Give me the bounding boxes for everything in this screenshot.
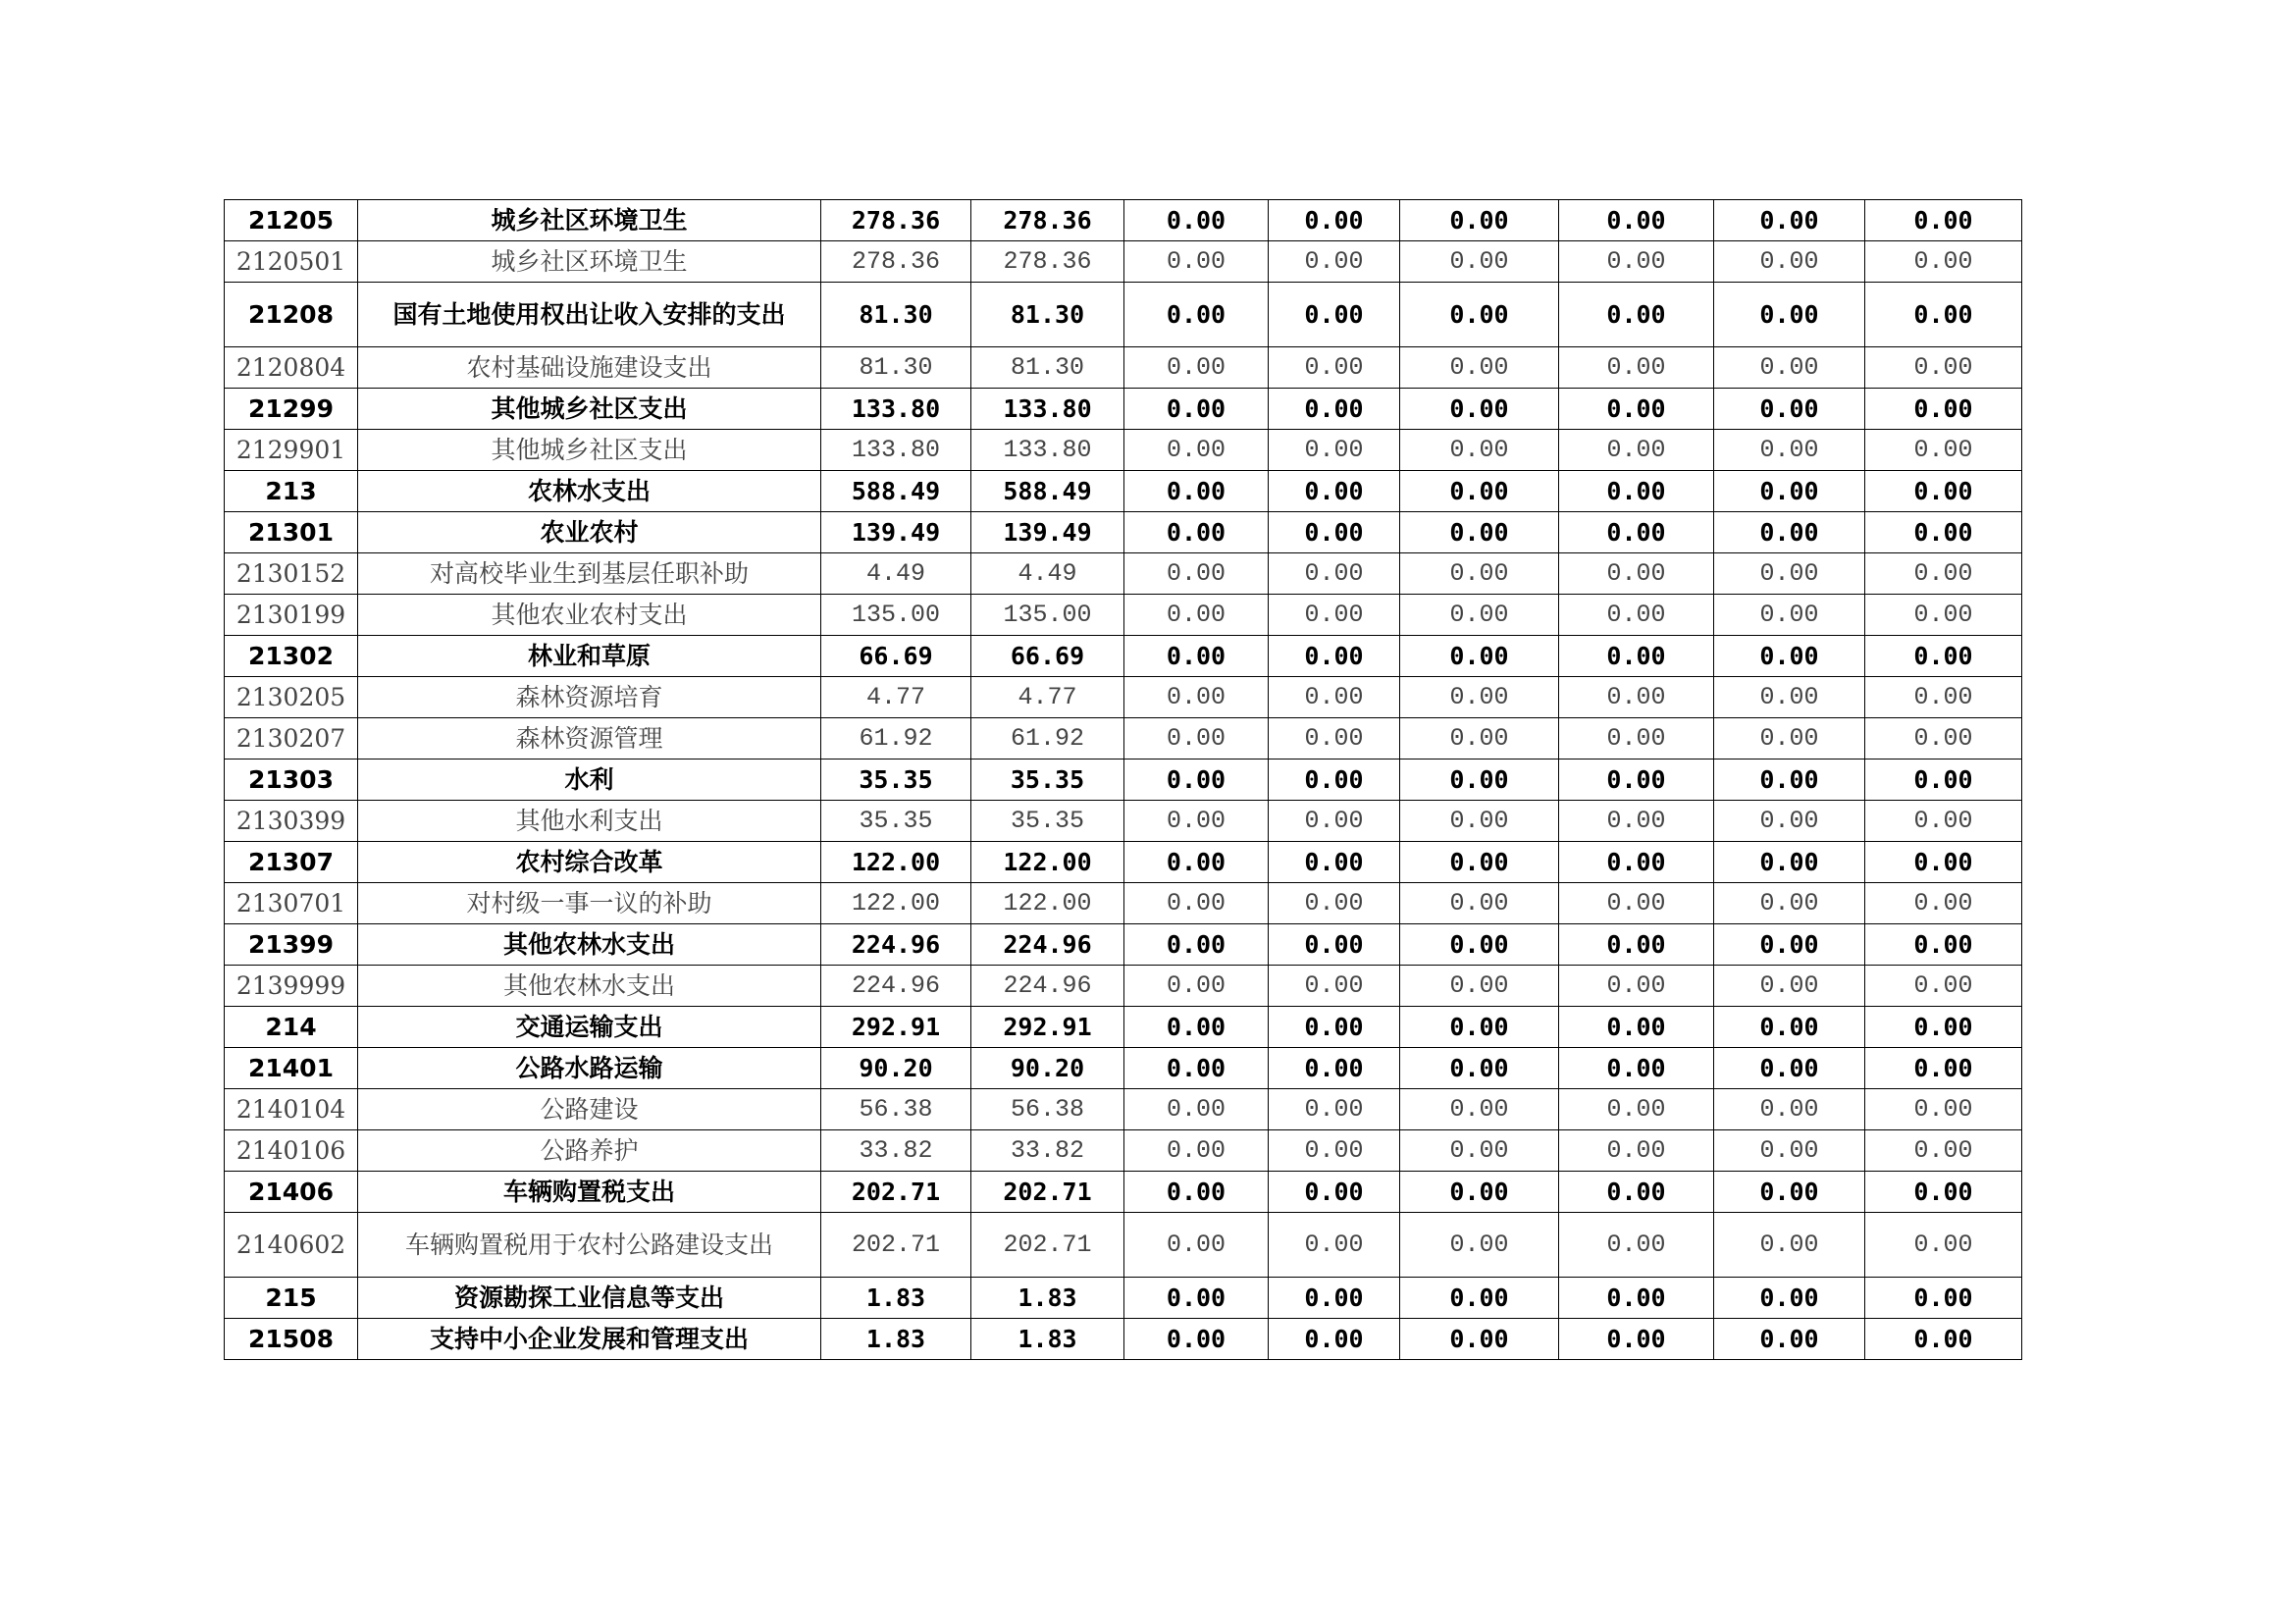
amount-cell: 0.00 [1714,241,1865,283]
table-row [225,241,2022,283]
amount-cell: 0.00 [1714,1130,1865,1172]
amount-cell: 0.00 [1400,842,1559,883]
amount-cell: 0.00 [1400,1048,1559,1089]
amount-cell: 0.00 [1559,718,1714,760]
subject-name-cell: 公路养护 [358,1130,821,1172]
amount-cell: 56.38 [821,1089,971,1130]
amount-cell: 224.96 [971,924,1124,966]
table-row [225,595,2022,636]
amount-cell: 0.00 [1714,718,1865,760]
amount-cell: 0.00 [1865,1213,2022,1278]
amount-cell: 0.00 [1269,283,1400,347]
table-row [225,883,2022,924]
amount-cell: 0.00 [1559,512,1714,553]
amount-cell: 0.00 [1124,1007,1269,1048]
subject-name-cell: 其他城乡社区支出 [358,430,821,471]
amount-cell: 0.00 [1269,760,1400,801]
subject-name-cell: 其他城乡社区支出 [358,389,821,430]
amount-cell: 61.92 [821,718,971,760]
amount-cell: 0.00 [1269,801,1400,842]
table-row [225,430,2022,471]
amount-cell: 0.00 [1714,200,1865,241]
amount-cell: 35.35 [971,760,1124,801]
amount-cell: 0.00 [1400,283,1559,347]
subject-name-cell: 农村基础设施建设支出 [358,347,821,389]
amount-cell: 0.00 [1714,389,1865,430]
subject-name-cell: 车辆购置税支出 [358,1172,821,1213]
amount-cell: 0.00 [1400,553,1559,595]
amount-cell: 0.00 [1400,471,1559,512]
amount-cell: 4.77 [971,677,1124,718]
amount-cell: 0.00 [1559,241,1714,283]
amount-cell: 0.00 [1865,966,2022,1007]
table-row [225,636,2022,677]
amount-cell: 0.00 [1559,471,1714,512]
amount-cell: 0.00 [1865,283,2022,347]
amount-cell: 0.00 [1865,1172,2022,1213]
amount-cell: 0.00 [1124,1278,1269,1319]
table-row [225,283,2022,347]
amount-cell: 0.00 [1559,347,1714,389]
amount-cell: 0.00 [1865,842,2022,883]
amount-cell: 0.00 [1124,1319,1269,1360]
amount-cell: 0.00 [1559,677,1714,718]
amount-cell: 0.00 [1124,553,1269,595]
amount-cell: 0.00 [1714,347,1865,389]
amount-cell: 0.00 [1714,1319,1865,1360]
subject-code-cell: 21208 [225,283,358,347]
amount-cell: 133.80 [821,389,971,430]
amount-cell: 0.00 [1269,430,1400,471]
table-body [225,200,2022,1360]
amount-cell: 0.00 [1124,471,1269,512]
subject-name-cell: 对村级一事一议的补助 [358,883,821,924]
amount-cell: 133.80 [971,430,1124,471]
subject-name-cell: 城乡社区环境卫生 [358,241,821,283]
budget-table [224,199,2022,1360]
subject-code-cell: 21508 [225,1319,358,1360]
amount-cell: 0.00 [1124,801,1269,842]
table-row [225,471,2022,512]
amount-cell: 0.00 [1124,883,1269,924]
amount-cell: 278.36 [821,200,971,241]
amount-cell: 1.83 [821,1278,971,1319]
amount-cell: 0.00 [1124,1130,1269,1172]
subject-code-cell: 2130199 [225,595,358,636]
amount-cell: 0.00 [1714,471,1865,512]
subject-name-cell: 林业和草原 [358,636,821,677]
amount-cell: 135.00 [821,595,971,636]
amount-cell: 0.00 [1559,430,1714,471]
amount-cell: 81.30 [971,347,1124,389]
subject-name-cell: 支持中小企业发展和管理支出 [358,1319,821,1360]
amount-cell: 0.00 [1865,471,2022,512]
subject-name-cell: 交通运输支出 [358,1007,821,1048]
subject-name-cell: 车辆购置税用于农村公路建设支出 [358,1213,821,1278]
amount-cell: 0.00 [1559,1319,1714,1360]
amount-cell: 0.00 [1865,430,2022,471]
amount-cell: 0.00 [1865,760,2022,801]
table-row [225,718,2022,760]
table-row [225,760,2022,801]
amount-cell: 224.96 [971,966,1124,1007]
amount-cell: 0.00 [1124,200,1269,241]
amount-cell: 0.00 [1714,636,1865,677]
subject-code-cell: 2130205 [225,677,358,718]
amount-cell: 0.00 [1714,801,1865,842]
amount-cell: 4.49 [821,553,971,595]
amount-cell: 0.00 [1865,1319,2022,1360]
amount-cell: 202.71 [821,1172,971,1213]
amount-cell: 1.83 [971,1319,1124,1360]
amount-cell: 0.00 [1559,1089,1714,1130]
amount-cell: 0.00 [1269,1048,1400,1089]
amount-cell: 0.00 [1269,842,1400,883]
subject-code-cell: 21302 [225,636,358,677]
subject-code-cell: 2120501 [225,241,358,283]
amount-cell: 0.00 [1865,1089,2022,1130]
amount-cell: 0.00 [1400,1130,1559,1172]
subject-name-cell: 其他农林水支出 [358,924,821,966]
amount-cell: 0.00 [1714,283,1865,347]
amount-cell: 0.00 [1269,241,1400,283]
amount-cell: 133.80 [971,389,1124,430]
amount-cell: 56.38 [971,1089,1124,1130]
amount-cell: 0.00 [1559,595,1714,636]
amount-cell: 0.00 [1714,1172,1865,1213]
amount-cell: 292.91 [821,1007,971,1048]
amount-cell: 0.00 [1124,718,1269,760]
amount-cell: 0.00 [1559,1048,1714,1089]
subject-name-cell: 其他水利支出 [358,801,821,842]
subject-code-cell: 214 [225,1007,358,1048]
subject-code-cell: 21307 [225,842,358,883]
amount-cell: 1.83 [971,1278,1124,1319]
amount-cell: 66.69 [821,636,971,677]
amount-cell: 139.49 [821,512,971,553]
amount-cell: 0.00 [1269,1213,1400,1278]
amount-cell: 0.00 [1400,389,1559,430]
amount-cell: 0.00 [1269,553,1400,595]
amount-cell: 0.00 [1124,760,1269,801]
amount-cell: 0.00 [1714,595,1865,636]
table-row [225,1213,2022,1278]
amount-cell: 0.00 [1714,512,1865,553]
amount-cell: 66.69 [971,636,1124,677]
amount-cell: 122.00 [971,883,1124,924]
amount-cell: 588.49 [971,471,1124,512]
amount-cell: 0.00 [1124,512,1269,553]
amount-cell: 0.00 [1269,1007,1400,1048]
amount-cell: 0.00 [1400,760,1559,801]
amount-cell: 0.00 [1400,801,1559,842]
amount-cell: 0.00 [1124,1213,1269,1278]
amount-cell: 0.00 [1269,677,1400,718]
amount-cell: 0.00 [1559,842,1714,883]
amount-cell: 1.83 [821,1319,971,1360]
amount-cell: 0.00 [1559,883,1714,924]
table-row [225,512,2022,553]
subject-name-cell: 水利 [358,760,821,801]
amount-cell: 0.00 [1714,1278,1865,1319]
subject-code-cell: 2129901 [225,430,358,471]
amount-cell: 0.00 [1559,924,1714,966]
subject-name-cell: 农林水支出 [358,471,821,512]
subject-name-cell: 城乡社区环境卫生 [358,200,821,241]
amount-cell: 0.00 [1269,924,1400,966]
amount-cell: 0.00 [1269,883,1400,924]
subject-code-cell: 21303 [225,760,358,801]
amount-cell: 122.00 [971,842,1124,883]
table-row [225,1048,2022,1089]
subject-code-cell: 21205 [225,200,358,241]
subject-name-cell: 森林资源管理 [358,718,821,760]
amount-cell: 0.00 [1400,1278,1559,1319]
amount-cell: 0.00 [1124,595,1269,636]
amount-cell: 202.71 [971,1213,1124,1278]
amount-cell: 35.35 [971,801,1124,842]
amount-cell: 202.71 [971,1172,1124,1213]
amount-cell: 0.00 [1714,1213,1865,1278]
amount-cell: 81.30 [821,347,971,389]
amount-cell: 0.00 [1400,1319,1559,1360]
subject-code-cell: 2120804 [225,347,358,389]
amount-cell: 0.00 [1714,1048,1865,1089]
amount-cell: 0.00 [1865,200,2022,241]
amount-cell: 0.00 [1714,966,1865,1007]
amount-cell: 0.00 [1559,200,1714,241]
amount-cell: 81.30 [821,283,971,347]
amount-cell: 224.96 [821,924,971,966]
amount-cell: 122.00 [821,842,971,883]
amount-cell: 0.00 [1865,924,2022,966]
subject-code-cell: 2140104 [225,1089,358,1130]
amount-cell: 0.00 [1559,760,1714,801]
amount-cell: 0.00 [1865,553,2022,595]
amount-cell: 0.00 [1269,200,1400,241]
amount-cell: 278.36 [971,200,1124,241]
amount-cell: 0.00 [1400,883,1559,924]
amount-cell: 0.00 [1269,512,1400,553]
amount-cell: 0.00 [1124,966,1269,1007]
subject-name-cell: 农业农村 [358,512,821,553]
amount-cell: 0.00 [1269,1319,1400,1360]
amount-cell: 0.00 [1714,924,1865,966]
table-row [225,389,2022,430]
amount-cell: 139.49 [971,512,1124,553]
amount-cell: 278.36 [821,241,971,283]
amount-cell: 0.00 [1124,842,1269,883]
table-row [225,347,2022,389]
amount-cell: 0.00 [1124,924,1269,966]
amount-cell: 0.00 [1714,677,1865,718]
amount-cell: 0.00 [1865,718,2022,760]
amount-cell: 0.00 [1269,471,1400,512]
amount-cell: 0.00 [1559,1172,1714,1213]
amount-cell: 0.00 [1714,430,1865,471]
subject-name-cell: 森林资源培育 [358,677,821,718]
amount-cell: 0.00 [1714,760,1865,801]
amount-cell: 33.82 [821,1130,971,1172]
amount-cell: 0.00 [1559,553,1714,595]
amount-cell: 0.00 [1400,924,1559,966]
amount-cell: 122.00 [821,883,971,924]
subject-name-cell: 国有土地使用权出让收入安排的支出 [358,283,821,347]
table-row [225,1130,2022,1172]
amount-cell: 0.00 [1124,636,1269,677]
subject-code-cell: 21401 [225,1048,358,1089]
amount-cell: 35.35 [821,801,971,842]
amount-cell: 0.00 [1559,1278,1714,1319]
amount-cell: 0.00 [1400,1089,1559,1130]
amount-cell: 292.91 [971,1007,1124,1048]
amount-cell: 0.00 [1400,718,1559,760]
amount-cell: 278.36 [971,241,1124,283]
amount-cell: 0.00 [1400,677,1559,718]
amount-cell: 0.00 [1400,1172,1559,1213]
subject-code-cell: 2139999 [225,966,358,1007]
subject-code-cell: 2130701 [225,883,358,924]
amount-cell: 0.00 [1865,595,2022,636]
table-row [225,924,2022,966]
amount-cell: 0.00 [1269,595,1400,636]
amount-cell: 0.00 [1865,1007,2022,1048]
subject-code-cell: 21301 [225,512,358,553]
amount-cell: 0.00 [1269,1278,1400,1319]
amount-cell: 0.00 [1124,430,1269,471]
amount-cell: 0.00 [1124,347,1269,389]
amount-cell: 0.00 [1124,1172,1269,1213]
subject-code-cell: 21399 [225,924,358,966]
subject-code-cell: 2130399 [225,801,358,842]
amount-cell: 0.00 [1559,966,1714,1007]
amount-cell: 0.00 [1124,389,1269,430]
amount-cell: 0.00 [1400,241,1559,283]
amount-cell: 0.00 [1865,1130,2022,1172]
amount-cell: 0.00 [1559,389,1714,430]
table-row [225,842,2022,883]
amount-cell: 202.71 [821,1213,971,1278]
table-row [225,801,2022,842]
amount-cell: 0.00 [1559,801,1714,842]
amount-cell: 0.00 [1400,512,1559,553]
subject-code-cell: 2130207 [225,718,358,760]
subject-name-cell: 农村综合改革 [358,842,821,883]
amount-cell: 0.00 [1865,512,2022,553]
amount-cell: 224.96 [821,966,971,1007]
table-row [225,200,2022,241]
amount-cell: 0.00 [1400,347,1559,389]
amount-cell: 0.00 [1269,1130,1400,1172]
amount-cell: 0.00 [1124,241,1269,283]
subject-name-cell: 其他农业农村支出 [358,595,821,636]
amount-cell: 0.00 [1865,347,2022,389]
amount-cell: 4.77 [821,677,971,718]
amount-cell: 0.00 [1714,553,1865,595]
table-row [225,1007,2022,1048]
amount-cell: 61.92 [971,718,1124,760]
amount-cell: 0.00 [1124,1048,1269,1089]
subject-code-cell: 2140106 [225,1130,358,1172]
subject-code-cell: 215 [225,1278,358,1319]
amount-cell: 90.20 [821,1048,971,1089]
amount-cell: 0.00 [1400,1213,1559,1278]
amount-cell: 588.49 [821,471,971,512]
amount-cell: 0.00 [1559,283,1714,347]
subject-name-cell: 公路水路运输 [358,1048,821,1089]
amount-cell: 0.00 [1124,1089,1269,1130]
subject-code-cell: 21299 [225,389,358,430]
amount-cell: 0.00 [1559,636,1714,677]
amount-cell: 0.00 [1865,1048,2022,1089]
amount-cell: 4.49 [971,553,1124,595]
amount-cell: 0.00 [1714,842,1865,883]
amount-cell: 0.00 [1865,883,2022,924]
subject-name-cell: 资源勘探工业信息等支出 [358,1278,821,1319]
subject-name-cell: 其他农林水支出 [358,966,821,1007]
amount-cell: 35.35 [821,760,971,801]
amount-cell: 0.00 [1865,677,2022,718]
amount-cell: 0.00 [1559,1007,1714,1048]
amount-cell: 0.00 [1400,200,1559,241]
amount-cell: 0.00 [1269,1089,1400,1130]
amount-cell: 0.00 [1400,430,1559,471]
amount-cell: 0.00 [1400,636,1559,677]
amount-cell: 0.00 [1865,1278,2022,1319]
amount-cell: 0.00 [1400,966,1559,1007]
amount-cell: 0.00 [1559,1213,1714,1278]
amount-cell: 0.00 [1269,1172,1400,1213]
subject-code-cell: 2140602 [225,1213,358,1278]
table-row [225,1278,2022,1319]
amount-cell: 0.00 [1269,636,1400,677]
amount-cell: 0.00 [1865,636,2022,677]
amount-cell: 133.80 [821,430,971,471]
amount-cell: 0.00 [1714,1089,1865,1130]
table-row [225,966,2022,1007]
amount-cell: 0.00 [1714,883,1865,924]
amount-cell: 0.00 [1269,389,1400,430]
amount-cell: 90.20 [971,1048,1124,1089]
table-row [225,1089,2022,1130]
amount-cell: 0.00 [1559,1130,1714,1172]
amount-cell: 0.00 [1400,1007,1559,1048]
amount-cell: 0.00 [1400,595,1559,636]
amount-cell: 0.00 [1865,389,2022,430]
amount-cell: 0.00 [1865,801,2022,842]
subject-code-cell: 213 [225,471,358,512]
subject-code-cell: 2130152 [225,553,358,595]
amount-cell: 0.00 [1269,718,1400,760]
table-row [225,1319,2022,1360]
table-row [225,1172,2022,1213]
amount-cell: 0.00 [1269,347,1400,389]
amount-cell: 0.00 [1714,1007,1865,1048]
amount-cell: 0.00 [1124,677,1269,718]
table-row [225,553,2022,595]
subject-code-cell: 21406 [225,1172,358,1213]
subject-name-cell: 对高校毕业生到基层任职补助 [358,553,821,595]
amount-cell: 135.00 [971,595,1124,636]
subject-name-cell: 公路建设 [358,1089,821,1130]
amount-cell: 0.00 [1865,241,2022,283]
amount-cell: 0.00 [1124,283,1269,347]
table-row [225,677,2022,718]
amount-cell: 81.30 [971,283,1124,347]
amount-cell: 33.82 [971,1130,1124,1172]
amount-cell: 0.00 [1269,966,1400,1007]
